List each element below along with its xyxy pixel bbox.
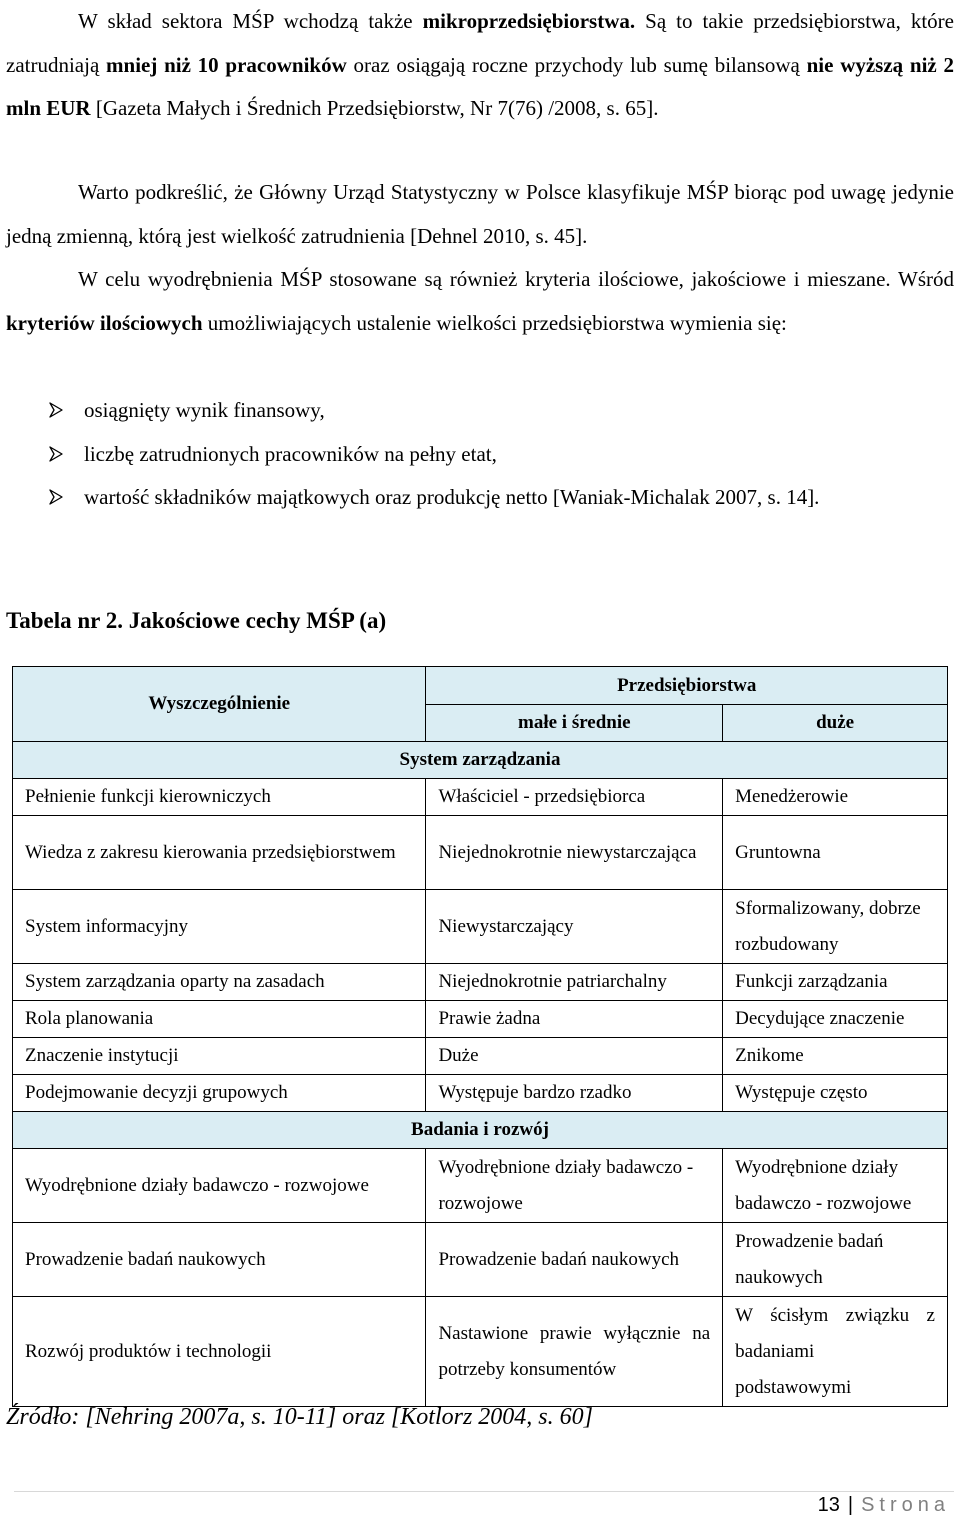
bold-text: mikroprzedsiębiorstwa. xyxy=(422,9,636,33)
cell: System informacyjny xyxy=(13,890,426,964)
paragraph-gus: Warto podkreślić, że Główny Urząd Statystyczny w Polsce klasyfikuje MŚP biorąc pod uwagę jedynie jedną zmienną, którą jest wielkość zatrudnienia [Dehnel 2010, s. 45]. xyxy=(6,180,954,248)
header-male-i-srednie: małe i średnie xyxy=(426,705,723,742)
criteria-list xyxy=(48,389,954,520)
table-row xyxy=(13,1001,948,1038)
cell: Sformalizowany, dobrze rozbudowany xyxy=(723,890,948,964)
footer-divider xyxy=(14,1491,954,1492)
table-title: Tabela nr 2. Jakościowe cechy MŚP (a) xyxy=(6,608,387,633)
cell: Niejednokrotnie patriarchalny xyxy=(426,964,723,1001)
table-row xyxy=(13,890,948,964)
table-row xyxy=(13,1038,948,1075)
cell: Znaczenie instytucji xyxy=(13,1038,426,1075)
cell: Niejednokrotnie niewystarczająca xyxy=(426,816,723,890)
table-row xyxy=(13,964,948,1001)
list-item xyxy=(48,389,954,433)
cell: Funkcji zarządzania xyxy=(723,964,948,1001)
table-header-row xyxy=(13,667,948,705)
text: umożliwiających ustalenie wielkości przedsiębiorstwa wymienia się: xyxy=(202,310,787,335)
cell: Prawie żadna xyxy=(426,1001,723,1038)
list-item xyxy=(48,476,954,520)
cell: Prowadzenie badań naukowych xyxy=(426,1223,723,1297)
bold-text: nie wyższą niż 2 mln EUR xyxy=(6,52,955,121)
list-item-text: osiągnięty wynik finansowy, xyxy=(84,398,325,422)
text: oraz osiągają roczne przychody lub sumę bilansową xyxy=(346,52,807,77)
arrow-bullet-icon xyxy=(48,489,64,505)
paragraph-micro-enterprises xyxy=(6,0,954,131)
cell: Duże xyxy=(426,1038,723,1075)
table-row xyxy=(13,779,948,816)
qualitative-features-table xyxy=(12,666,948,1407)
text: [Gazeta Małych i Średnich Przedsiębiorstw, Nr 7(76) /2008, s. 65]. xyxy=(90,96,659,121)
header-wyszczegolnienie: Wyszczególnienie xyxy=(13,667,426,742)
section-row xyxy=(13,1112,948,1149)
cell: Nastawione prawie wyłącznie na potrzeby konsumentów xyxy=(426,1297,723,1407)
cell: Prowadzenie badań naukowych xyxy=(723,1223,948,1297)
header-duze: duże xyxy=(723,705,948,742)
footer-label: Strona xyxy=(861,1494,950,1516)
cell: Pełnienie funkcji kierowniczych xyxy=(13,779,426,816)
cell: Prowadzenie badań naukowych xyxy=(13,1223,426,1297)
cell: Znikome xyxy=(723,1038,948,1075)
cell: Podejmowanie decyzji grupowych xyxy=(13,1075,426,1112)
cell: W ścisłym związku z badaniami podstawowymi xyxy=(723,1297,948,1407)
list-item-text: liczbę zatrudnionych pracowników na pełny etat, xyxy=(84,441,497,466)
cell: Menedżerowie xyxy=(723,779,948,816)
cell: Występuje bardzo rzadko xyxy=(426,1075,723,1112)
section-system-zarzadzania: System zarządzania xyxy=(13,742,948,779)
table-row xyxy=(13,1075,948,1112)
cell: Wiedza z zakresu kierowania przedsiębiorstwem xyxy=(13,816,426,890)
arrow-bullet-icon xyxy=(48,402,64,418)
cell: Wyodrębnione działy badawczo - rozwojowe xyxy=(13,1149,426,1223)
arrow-bullet-icon xyxy=(48,446,64,462)
cell: System zarządzania oparty na zasadach xyxy=(13,964,426,1001)
table-row xyxy=(13,816,948,890)
table-row xyxy=(13,1297,948,1407)
header-przedsiebiorstwa: Przedsiębiorstwa xyxy=(426,667,948,705)
section-row xyxy=(13,742,948,779)
cell: Rola planowania xyxy=(13,1001,426,1038)
cell: Niewystarczający xyxy=(426,890,723,964)
footer-separator: | xyxy=(847,1494,854,1516)
list-item xyxy=(48,433,954,477)
list-item-text: wartość składników majątkowych oraz produkcję netto [Waniak-Michalak 2007, s. 14]. xyxy=(84,485,820,510)
table-row xyxy=(13,1149,948,1223)
cell: Wyodrębnione działy badawczo - rozwojowe xyxy=(426,1149,723,1223)
cell: Występuje często xyxy=(723,1075,948,1112)
text: W celu wyodrębnienia MŚP stosowane są również kryteria ilościowe, jakościowe i mieszane. Wśród xyxy=(78,267,954,291)
text: Są to takie przedsiębiorstwa, które zatrudniają xyxy=(6,9,954,77)
text: W skład sektora MŚP wchodzą także xyxy=(78,9,423,33)
bold-text: mniej niż 10 pracowników xyxy=(106,52,347,77)
section-badania-i-rozwoj: Badania i rozwój xyxy=(13,1112,948,1149)
cell: Decydujące znaczenie xyxy=(723,1001,948,1038)
cell: Rozwój produktów i technologii xyxy=(13,1297,426,1407)
page-footer xyxy=(818,1494,950,1517)
cell: Wyodrębnione działy badawczo - rozwojowe xyxy=(723,1149,948,1223)
cell: Właściciel - przedsiębiorca xyxy=(426,779,723,816)
cell: Gruntowna xyxy=(723,816,948,890)
page-number: 13 xyxy=(817,1494,840,1516)
bold-text: kryteriów ilościowych xyxy=(6,310,203,335)
table-row xyxy=(13,1223,948,1297)
source-note: Źródło: [Nehring 2007a, s. 10-11] oraz [Kotlorz 2004, s. 60] xyxy=(6,1404,593,1430)
paragraph-criteria xyxy=(6,258,954,345)
